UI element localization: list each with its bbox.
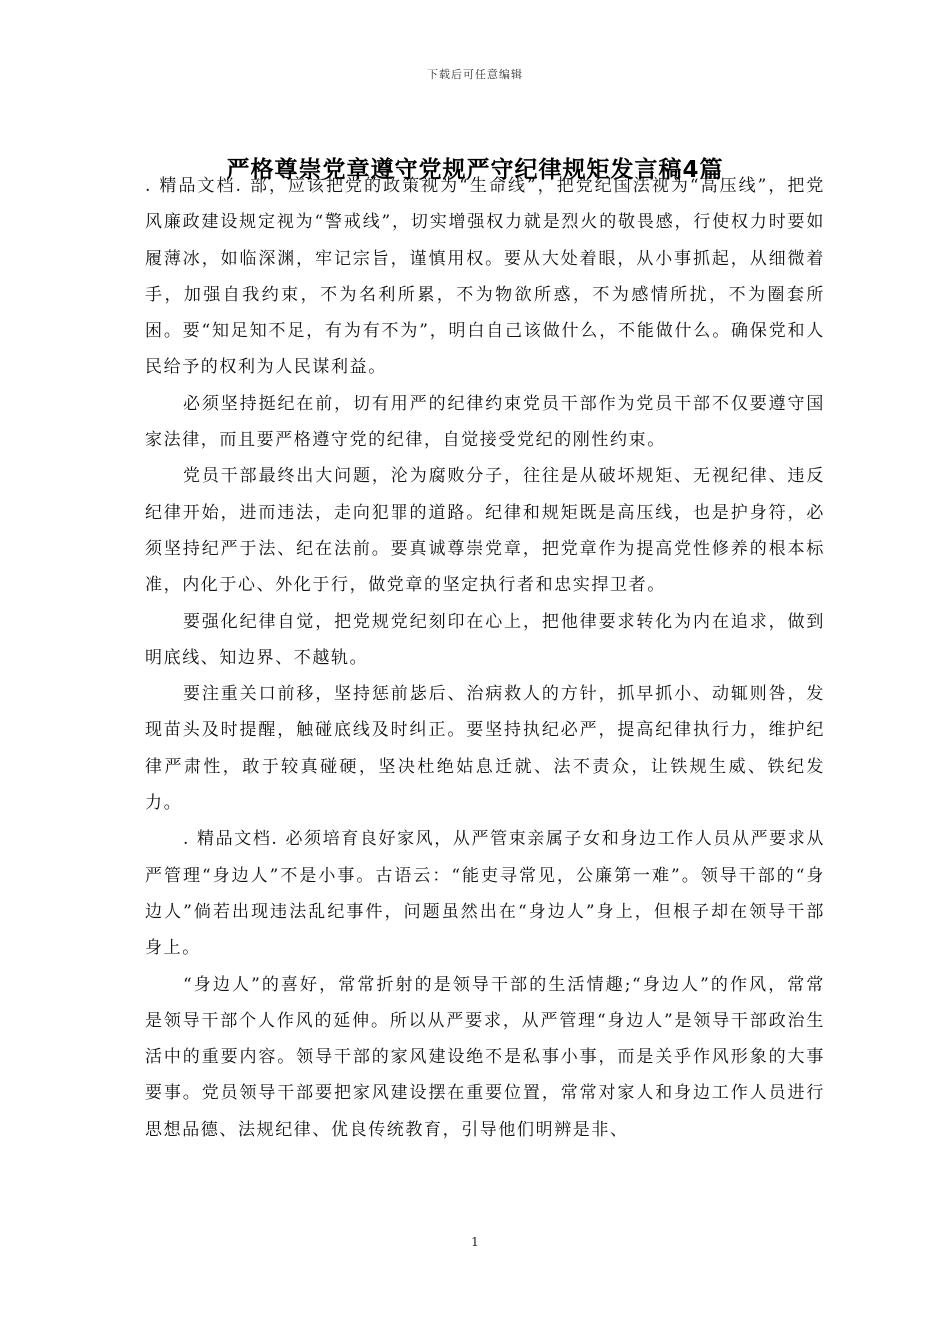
document-body: [145, 168, 825, 1148]
paragraph-5: 要注重关口前移，坚持惩前毖后、治病救人的方针，抓早抓小、动辄则咎，发现苗头及时提醒，触碰底线及时纠正。要坚持执纪必严，提高纪律执行力，维护纪律严肃性，敢于较真碰硬，坚决杜绝姑息迁就、法不责众，让铁规生威、铁纪发力。: [145, 684, 825, 814]
paragraph-1: . 精品文档. 部，应该把党的政策视为“生命线”，把党纪国法视为“高压线”，把党风廉政建设规定视为“警戒线”，切实增强权力就是烈火的敬畏感，行使权力时要如履薄冰，如临深渊，牢记宗旨，谨慎用权。要从大处着眼，从小事抓起，从细微着手，加强自我约束，不为名利所累，不为物欲所惑，不为感情所扰，不为圈套所困。要“知足知不足，有为有不为”，明白自己该做什么，不能做什么。确保党和人民给予的权利为人民谋利益。: [145, 176, 825, 378]
paragraph-6: . 精品文档. 必须培育良好家风，从严管束亲属子女和身边工作人员从严要求从严管理“身边人”不是小事。古语云：“能吏寻常见，公廉第一难”。领导干部的“身边人”倘若出现违法乱纪事件，问题虽然出在“身边人”身上，但根子却在领导干部身上。: [145, 829, 825, 959]
document-title: 严格尊崇党章遵守党规严守纪律规矩发言稿4篇: [226, 157, 724, 183]
paragraph-2: 必须坚持挺纪在前，切有用严的纪律约束党员干部作为党员干部不仅要遵守国家法律，而且要严格遵守党的纪律，自觉接受党纪的刚性约束。: [145, 393, 825, 451]
paragraph-4: 要强化纪律自觉，把党规党纪刻印在心上，把他律要求转化为内在追求，做到明底线、知边界、不越轨。: [145, 611, 825, 668]
header-note: 下载后可任意编辑: [427, 68, 523, 81]
paragraph-3: 党员干部最终出大问题，沦为腐败分子，往往是从破坏规矩、无视纪律、违反纪律开始，进而违法，走向犯罪的道路。纪律和规矩既是高压线，也是护身符，必须坚持纪严于法、纪在法前。要真诚尊崇党章，把党章作为提高党性修养的根本标准，内化于心、外化于行，做党章的坚定执行者和忠实捍卫者。: [145, 466, 825, 596]
page-number: 1: [471, 1235, 479, 1249]
paragraph-7: “身边人”的喜好，常常折射的是领导干部的生活情趣;“身边人”的作风，常常是领导干部个人作风的延伸。所以从严要求，从严管理“身边人”是领导干部政治生活中的重要内容。领导干部的家风建设绝不是私事小事，而是关乎作风形象的大事要事。党员领导干部要把家风建设摆在重要位置，常常对家人和身边工作人员进行思想品德、法规纪律、优良传统教育，引导他们明辨是非、: [145, 974, 825, 1140]
